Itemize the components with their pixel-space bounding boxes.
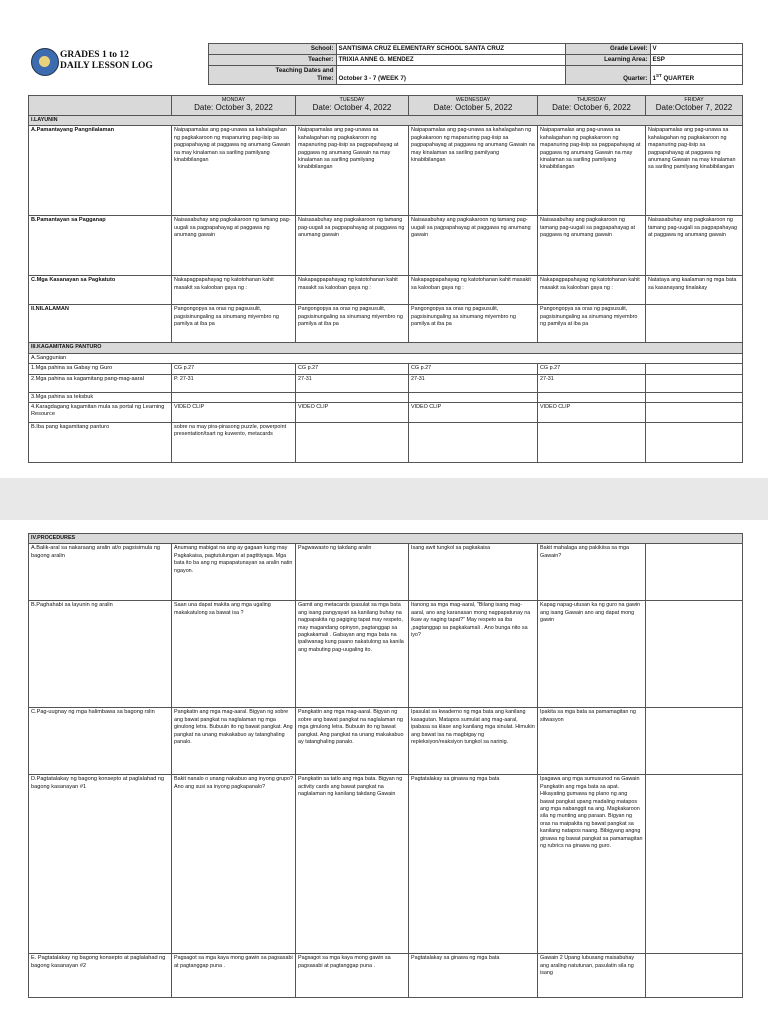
row-label-pag-uugnay-halimbawa: C.Pag-uugnay ng mga halimbawa sa bagong rslin [29, 708, 172, 775]
cell-monday: Bakit nanalo o unang nakabuo ang inyong grupo? Ano ang susi sa inyong pagkapanalo? [172, 775, 296, 954]
cell-tuesday: Naipapamalas ang pag-unawa sa kahalagahan ng pagkakaroon ng mapanuring pag-iisip sa pagpapahayag at paggawa ng anumang Gawain na may kinalaman sa sariling pamilyang kinabibilangan [296, 126, 409, 216]
header-table [28, 43, 743, 85]
cell-friday: Naisasabuhay ang pagkakaroon ng tamang pag-uugali sa pagpapahayag at paggawa ng anumang gawain [646, 216, 743, 276]
row-label-pagtatalakay-2: E. Pagtatalakay ng bagong konsepto at paglalahad ng bagong kasanayan #2 [29, 954, 172, 998]
cell-monday: sobre na may pira-pirasong puzzle, powerpoint presentation/tsart ng kuwento, metacards [172, 423, 296, 463]
cell-wednesday [409, 392, 538, 402]
row-label-paghahabi-layunin: B.Paghahabi sa layunin ng aralin [29, 601, 172, 708]
cell-thursday: Naisasabuhay ang pagkakaroon ng tamang pag-uugali sa pagpapahayag at paggawa ng anumang gawain [538, 216, 646, 276]
cell-thursday [538, 392, 646, 402]
cell-thursday [538, 423, 646, 463]
quarter-label: Quarter: [565, 66, 650, 85]
quarter-value: 1ST QUARTER [650, 66, 742, 85]
grade-value: V [650, 44, 742, 55]
document-title: GRADES 1 to 12 DAILY LESSON LOG [60, 49, 153, 71]
cell-wednesday [409, 423, 538, 463]
cell-monday: Pangkatin ang mga mag-aaral. Bigyan ng sobre ang bawat pangkat na naglalaman ng mga ginulong letra. Bubuuin ito ng bawat pangkat. Ang pangkat na unang makakabuo ay tatanghaling panalo. [172, 708, 296, 775]
cell-monday: VIDEO CLIP [172, 403, 296, 423]
cell-monday: Pangongopya sa oras ng pagsusulit, pagsisinungaling sa sinumang miyembro ng pamilya at iba pa [172, 305, 296, 343]
day-header-friday: FRIDAY Date:October 7, 2022 [646, 96, 743, 116]
cell-wednesday: Itanong sa mga mag-aaral, "Bilang isang mag-aaral, ano ang karanasan mong nagpapatunay na ikaw ay naging tapat?" May respeto sa iba ,pagtanggap sa pagkakamali . Ano bunga nito sa iyo? [409, 601, 538, 708]
cell-monday: Saan una dapat makita ang mga ugaling makakatulong sa bawat isa ? [172, 601, 296, 708]
area-value: ESP [650, 55, 742, 66]
cell-monday: Pagsagot sa mga kaya mong gawin sa pagsasabi at pagtanggap puna . [172, 954, 296, 998]
cell-thursday: Bakit mahalaga ang pakikiisa sa mga Gawain? [538, 544, 646, 601]
row-label-kagamitang-pang-mag-aaral: 2.Mga pahina sa kagamitang pang-mag-aaral [29, 374, 172, 392]
cell-monday: Naisasabuhay ang pagkakaroon ng tamang pag-uugali sa pagpapahayag at paggawa ng anumang gawain [172, 216, 296, 276]
cell-friday [646, 775, 743, 954]
cell-friday: Natataya ang kaalaman ng mga bata sa kasanayang tinalakay [646, 276, 743, 305]
cell-tuesday: Pagwawasto ng takdang aralin [296, 544, 409, 601]
cell-monday: CG p.27 [172, 364, 296, 374]
cell-thursday: VIDEO CLIP [538, 403, 646, 423]
cell-tuesday: Nakapagpapahayag ng katotohanan kahit masakit sa kalooban gaya ng : [296, 276, 409, 305]
deped-seal-icon [31, 48, 59, 76]
cell-wednesday: Pagtatalakay sa ginawa ng mga bata [409, 954, 538, 998]
cell-monday: Naipapamalas ang pag-unawa sa kahalagahan ng pagkakaroon ng mapanuring pag-iisip sa pagpapahayag at paggawa ng anumang Gawain na may kinalaman sa sariling pamilyang kinabibilangan [172, 126, 296, 216]
row-label-balik-aral: A.Balik-aral sa nakaraang aralin at/o pagsisimula ng bagong aralin [29, 544, 172, 601]
section-layunin: I.LAYUNIN [29, 116, 743, 126]
cell-friday [646, 954, 743, 998]
cell-wednesday: Naipapamalas ang pag-unawa sa kahalagahan ng pagkakaroon ng mapanuring pag-iisip sa pagpapahayag at paggawa ng anumang Gawain na may kinalaman sa sariling pamilyang kinabibilangan [409, 126, 538, 216]
cell-wednesday: Isang awit tungkol sa pagkakaisa [409, 544, 538, 601]
cell-wednesday: Pangongopya sa oras ng pagsusulit, pagsisinungaling sa sinumang miyembro ng pamilya at iba pa [409, 305, 538, 343]
lesson-table-2 [28, 533, 743, 998]
teacher-value: TRIXIA ANNE G. MENDEZ [336, 55, 565, 66]
cell-tuesday [296, 392, 409, 402]
cell-monday: Anumang mabigat na ang ay gagaan kung may Pagkakaisa, pagtutulungan at pagtitiyaga. Mga bata ito ba ang ng mapapatunayan sa aralin natin ngayon. [172, 544, 296, 601]
cell-friday [646, 708, 743, 775]
cell-friday [646, 392, 743, 402]
row-label-pagtatalakay-1: D.Pagtatalakay ng bagong konsepto at paglalahad ng bagong kasanayan #1 [29, 775, 172, 954]
lesson-log-page-2 [0, 520, 768, 1024]
day-header-wednesday: WEDNESDAY Date: October 5, 2022 [409, 96, 538, 116]
day-header-tuesday: TUESDAY Date: October 4, 2022 [296, 96, 409, 116]
cell-tuesday: Pagsagot sa mga kaya mong gawin sa pagsasabi at pagtanggap puna . [296, 954, 409, 998]
cell-wednesday: Nakapagpapahayag ng katotohanan kahit masakit sa kalooban gaya ng : [409, 276, 538, 305]
cell-tuesday: 27-31 [296, 374, 409, 392]
cell-tuesday: VIDEO CLIP [296, 403, 409, 423]
header-logo [28, 44, 208, 85]
cell-tuesday: Pangkatin sa tatlo ang mga bata. Bigyan ng activity cards ang bawat pangkat na naglalaman ng kanilang takdang Gawain [296, 775, 409, 954]
row-label-pamantayan-pagganap: B.Pamantayan sa Pagganap [29, 216, 172, 276]
cell-monday: P. 27-31 [172, 374, 296, 392]
cell-wednesday: Pagtatalakay sa ginawa ng mga bata [409, 775, 538, 954]
cell-thursday: Naipapamalas ang pag-unawa sa kahalagahan ng pagkakaroon ng mapanuring pag-iisip sa pagpapahayag at paggawa ng anumang Gawain na may kinalaman sa sariling pamilyang kinabibilangan [538, 126, 646, 216]
day-header-thursday: THURSDAY Date: October 6, 2022 [538, 96, 646, 116]
school-label: School: [208, 44, 336, 55]
cell-tuesday: Gamit ang metacards ipasulat sa mga bata ang isang pangyayari sa kanilang buhay na nagpapakita ng pagiging tapat may respeto, may magandang opinyon, pagtanggap sa pagkakamali . Gabayan ang mga bata na ipaliwanag kung paano nakatulong sa kanila ang mabuting pag-uugaling ito. [296, 601, 409, 708]
cell-thursday: 27-31 [538, 374, 646, 392]
cell-friday [646, 305, 743, 343]
blank-corner [29, 96, 172, 116]
cell-tuesday: CG p.27 [296, 364, 409, 374]
cell-thursday: Gawain 2 Upang lubusang maisabuhay ang araling natutunan, pasulatin sila ng isang [538, 954, 646, 998]
cell-tuesday [296, 423, 409, 463]
cell-thursday: Nakapagpapahayag ng katotohanan kahit masakit sa kalooban gaya ng : [538, 276, 646, 305]
row-label-learning-resource: 4.Karagdagang kagamitan mula sa portal ng Learning Resource [29, 403, 172, 423]
row-label-teksbuk: 3.Mga pahina sa teksbuk [29, 392, 172, 402]
section-procedures: IV.PROCEDURES [29, 534, 743, 544]
cell-wednesday: VIDEO CLIP [409, 403, 538, 423]
cell-thursday: Ipakita sa mga bata sa pamamagitan ng sitwasyon [538, 708, 646, 775]
row-label-pamantayang-pangnilalaman: A.Pamantayang Pangnilalaman [29, 126, 172, 216]
cell-monday: Nakapagpapahayag ng katotohanan kahit masakit sa kalooban gaya ng : [172, 276, 296, 305]
cell-thursday: CG p.27 [538, 364, 646, 374]
day-header-monday: MONDAY Date: October 3, 2022 [172, 96, 296, 116]
lesson-table-1 [28, 95, 743, 463]
section-kagamitang-panturo: III.KAGAMITANG PANTURO [29, 343, 743, 353]
cell-tuesday: Pangongopya sa oras ng pagsusulit, pagsisinungaling sa sinumang miyembro ng pamilya at iba pa [296, 305, 409, 343]
day-header-row [29, 96, 743, 116]
cell-friday: Naipapamalas ang pag-unawa sa kahalagahan ng pagkakaroon ng mapanuring pag-iisip sa pagpapahayag at paggawa ng anumang Gawain na may kinalaman sa sariling pamilyang kinabibilangan [646, 126, 743, 216]
row-label-iba-pang-kagamitan: B.Iba pang kagamitang panturo [29, 423, 172, 463]
teacher-label: Teacher: [208, 55, 336, 66]
cell-wednesday: Ipasulat sa kwaderno ng mga bata ang kanilang kasagutan. Matapos sumulat ang mag-aaral, ipabasa sa klase ang kanilang mga sinulat. Himukin ang bawat isa na magbigay ng repleksiyon/reaksiyon tungkol sa narinig. [409, 708, 538, 775]
dates-label: Teaching Dates and Time: [208, 66, 336, 85]
cell-friday [646, 423, 743, 463]
row-label-gabay-guro: 1.Mga pahina sa Gabay ng Guro [29, 364, 172, 374]
area-label: Learning Area: [565, 55, 650, 66]
grade-label: Grade Level: [565, 44, 650, 55]
row-label-sanggunian: A.Sanggunian [29, 353, 743, 363]
cell-wednesday: 27-31 [409, 374, 538, 392]
school-value: SANTISIMA CRUZ ELEMENTARY SCHOOL SANTA CRUZ [336, 44, 565, 55]
cell-friday [646, 364, 743, 374]
lesson-log-page-1 [0, 0, 768, 478]
row-label-nilalaman: II.NILALAMAN [29, 305, 172, 343]
cell-friday [646, 601, 743, 708]
cell-thursday: Ipagawa ang mga sumusunod na Gawain Pangkatin ang mga bata sa apat. Hikayating gumawa ng plano ng ang bawat pangkat upang madaling matapos ang mga nabanggit na ang. Magkakaroon sila ng munting ang paraan. Bigyan ng oras na maipakita ng bawat pangkat sa kanilang natapos naang. Bibigyang angng ginawa ng bawat pangkat sa pamamagitan ng rubrics na ginawa ng guro. [538, 775, 646, 954]
cell-friday [646, 403, 743, 423]
cell-tuesday: Pangkatin ang mga mag-aaral. Bigyan ng sobre ang bawat pangkat na naglalaman ng mga ginulong letra. Bubuuin ito ng bawat pangkat. Ang pangkat na unang makakabuo ay tatanghaling panalo. [296, 708, 409, 775]
cell-friday [646, 374, 743, 392]
dates-value: October 3 - 7 (WEEK 7) [336, 66, 565, 85]
cell-wednesday: CG p.27 [409, 364, 538, 374]
cell-tuesday: Naisasabuhay ang pagkakaroon ng tamang pag-uugali sa pagpapahayag at paggawa ng anumang gawain [296, 216, 409, 276]
cell-thursday: Kapag napag-utusan ka ng guro na gawin ang isang Gawain ano ang dapat mong gawin [538, 601, 646, 708]
cell-monday [172, 392, 296, 402]
cell-friday [646, 544, 743, 601]
cell-thursday: Pangongopya sa oras ng pagsusulit, pagsisinungaling sa sinumang miyembro ng pamilya at iba pa [538, 305, 646, 343]
cell-wednesday: Naisasabuhay ang pagkakaroon ng tamang pag-uugali sa pagpapahayag at paggawa ng anumang gawain [409, 216, 538, 276]
row-label-kasanayan-pagkatuto: C.Mga Kasanayan sa Pagkatuto [29, 276, 172, 305]
